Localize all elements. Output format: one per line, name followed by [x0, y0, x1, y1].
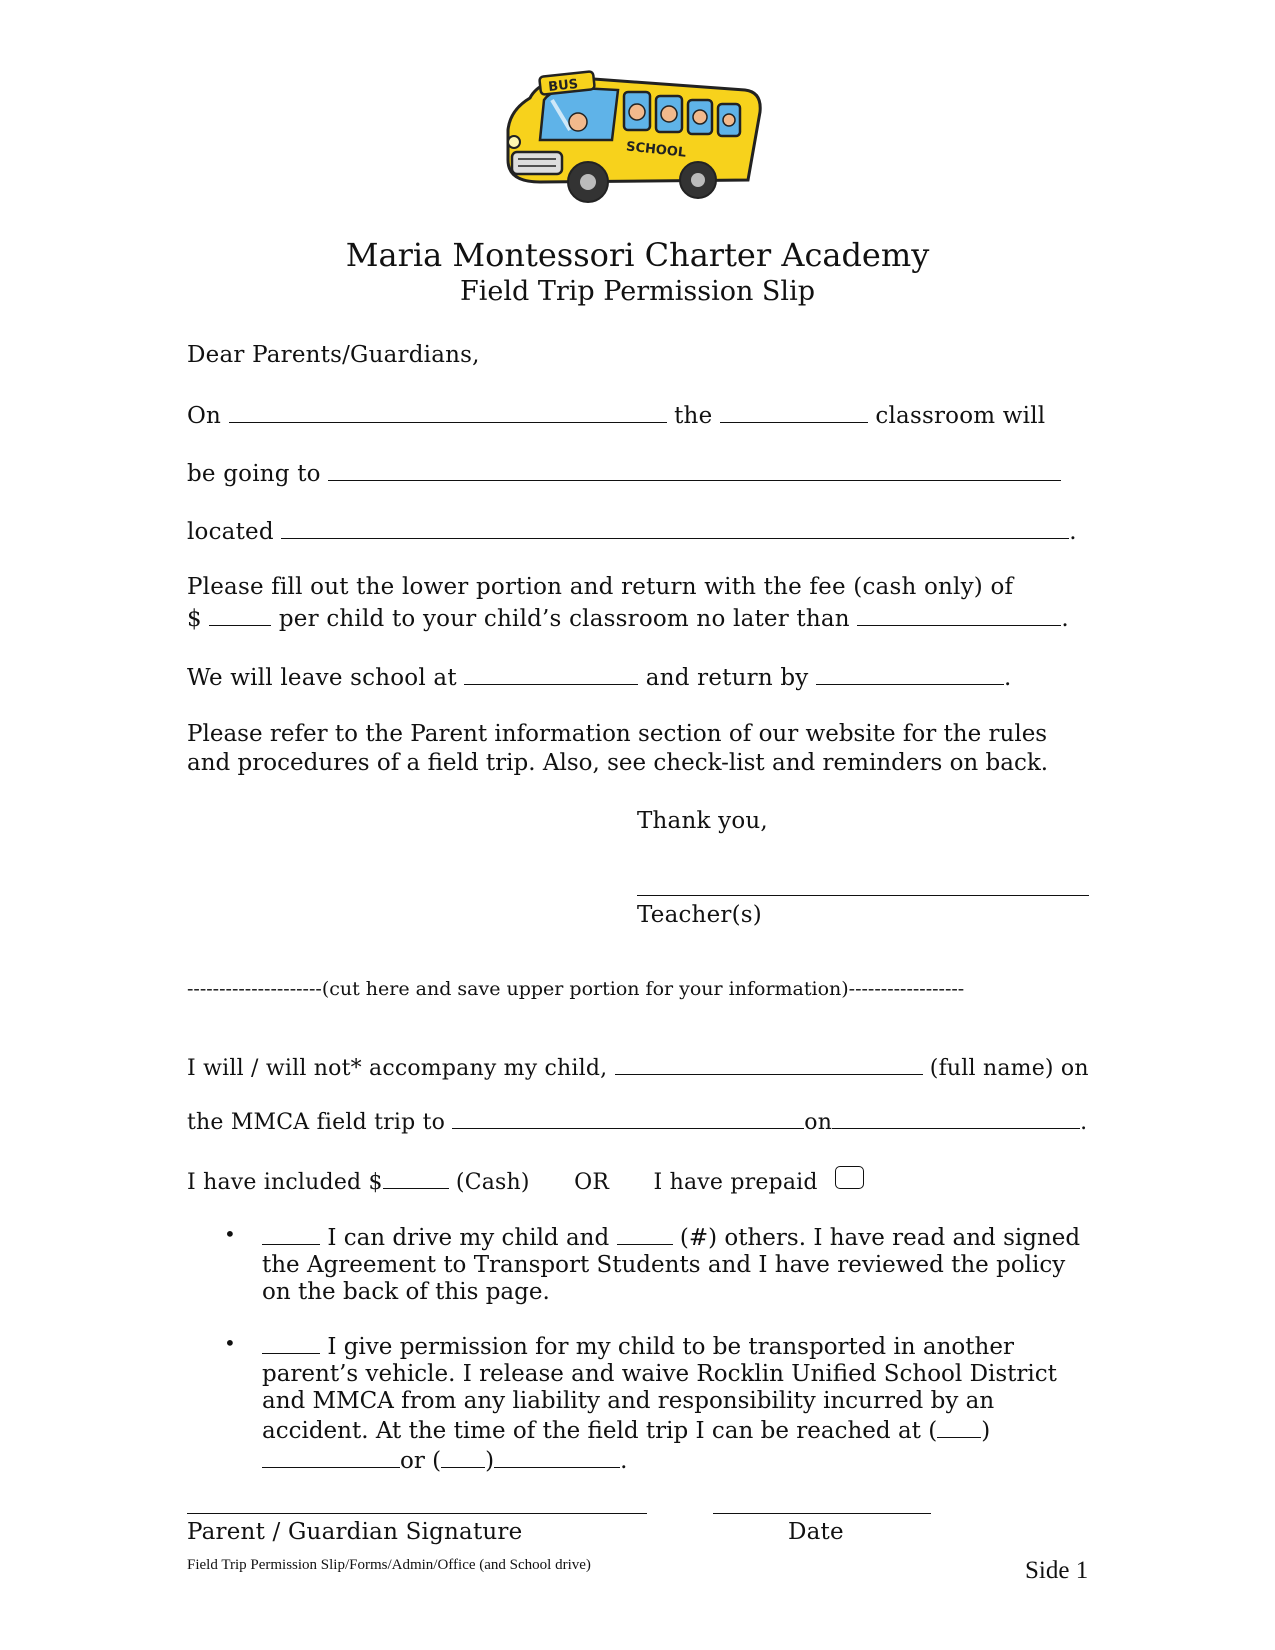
bullet-1-dot: •	[224, 1222, 236, 1246]
greeting: Dear Parents/Guardians,	[187, 342, 480, 368]
school-bus-illustration	[500, 70, 770, 210]
classroom-blank[interactable]	[720, 400, 868, 423]
payment-line	[187, 1166, 864, 1195]
label-full-name-on: (full name) on	[929, 1056, 1089, 1081]
form-title: Field Trip Permission Slip	[460, 276, 815, 307]
date-label: Date	[788, 1519, 844, 1545]
label-cash: (Cash)	[455, 1170, 530, 1195]
label-accompany: I will / will not* accompany my child,	[187, 1056, 608, 1081]
phone-2-blank[interactable]	[494, 1445, 620, 1468]
label-permission: I give permission for my child to be transported in another parent’s vehicle. I release and waive Rocklin Unified School District and MMCA from any liability and responsibility incurred by an accident. At the time of the field trip I can be reached at (	[262, 1334, 1057, 1444]
bus-side-sign: SCHOOL	[625, 139, 687, 161]
permission-blank[interactable]	[262, 1331, 320, 1354]
label-on: On	[187, 403, 222, 429]
trip-date-slip-blank[interactable]	[832, 1106, 1080, 1129]
label-per-child: per child to your child’s classroom no later than	[278, 606, 850, 632]
fee-line-1: Please fill out the lower portion and return with the fee (cash only) of	[187, 574, 1014, 600]
bus-body	[508, 71, 760, 182]
phone-1-blank[interactable]	[262, 1445, 400, 1468]
return-by-date-blank[interactable]	[857, 603, 1061, 626]
area-code-1-blank[interactable]	[937, 1415, 981, 1438]
refer-paragraph: Please refer to the Parent information section of our website for the rules and procedures of a field trip. Also, see check-list and reminders on back.	[187, 721, 1049, 776]
others-count-blank[interactable]	[617, 1222, 673, 1245]
label-prepaid: I have prepaid	[653, 1170, 818, 1195]
label-included: I have included $	[187, 1170, 383, 1195]
label-can-drive: I can drive my child and	[327, 1225, 610, 1251]
trip-date-blank[interactable]	[229, 400, 667, 423]
destination-line	[187, 458, 1061, 487]
leave-return-line: We will leave school at and return by .	[187, 662, 1012, 691]
label-leave-at: We will leave school at	[187, 665, 457, 691]
fee-amount-blank[interactable]	[209, 603, 271, 626]
date-signature-line[interactable]	[713, 1513, 931, 1514]
thank-you: Thank you,	[637, 808, 768, 834]
return-time-blank[interactable]	[816, 662, 1004, 685]
label-located: located	[187, 519, 274, 545]
label-on-date: on	[804, 1110, 833, 1135]
trip-to-line: the MMCA field trip to on .	[187, 1106, 1087, 1135]
bullet-2-text: I give permission for my child to be transported in another parent’s vehicle. I release and waive Rocklin Unified School District and MMCA from any liability and responsibility incurred by an accident. At the time of the field trip I can be reached at ( )or ( ) .	[262, 1331, 1092, 1475]
leave-time-blank[interactable]	[464, 662, 638, 685]
footer-path: Field Trip Permission Slip/Forms/Admin/Office (and School drive)	[187, 1557, 591, 1573]
label-going-to: be going to	[187, 461, 321, 487]
prepaid-checkbox[interactable]	[835, 1166, 864, 1189]
bullet-2-dot: •	[224, 1331, 236, 1355]
destination-blank[interactable]	[328, 458, 1061, 481]
label-classroom-will: classroom will	[875, 403, 1046, 429]
teacher-signature-line[interactable]	[637, 895, 1089, 896]
bullet-1-text	[262, 1222, 1092, 1306]
label-paren-2: )	[485, 1448, 495, 1474]
label-others: (#) others. I have read and signed	[679, 1225, 1081, 1251]
parent-signature-label: Parent / Guardian Signature	[187, 1519, 523, 1545]
can-drive-blank[interactable]	[262, 1222, 320, 1245]
school-name: Maria Montessori Charter Academy	[345, 236, 930, 274]
location-line: located .	[187, 516, 1077, 545]
parent-signature-line[interactable]	[187, 1513, 647, 1514]
included-amount-blank[interactable]	[383, 1166, 449, 1189]
bus-top-sign: BUS	[547, 76, 579, 95]
child-full-name-blank[interactable]	[615, 1052, 923, 1075]
label-return-by: and return by	[645, 665, 809, 691]
teacher-label: Teacher(s)	[637, 902, 762, 928]
label-the: the	[674, 403, 713, 429]
label-agreement: the Agreement to Transport Students and I have reviewed the policy on the back of this page.	[262, 1252, 1066, 1305]
label-dollar: $	[187, 606, 202, 632]
trip-destination-blank[interactable]	[452, 1106, 804, 1129]
label-or-phone: or (	[400, 1448, 442, 1474]
area-code-2-blank[interactable]	[441, 1445, 485, 1468]
label-trip-to: the MMCA field trip to	[187, 1110, 446, 1135]
label-or: OR	[574, 1170, 610, 1195]
label-paren-1: )	[981, 1418, 991, 1444]
cut-line: ---------------------(cut here and save upper portion for your information)------------------	[187, 978, 965, 1000]
fee-line-2: $ per child to your child’s classroom no later than .	[187, 603, 1069, 632]
accompany-line	[187, 1052, 1089, 1081]
location-blank[interactable]	[281, 516, 1069, 539]
trip-date-line	[187, 400, 1045, 429]
side-number: Side 1	[1025, 1557, 1089, 1584]
